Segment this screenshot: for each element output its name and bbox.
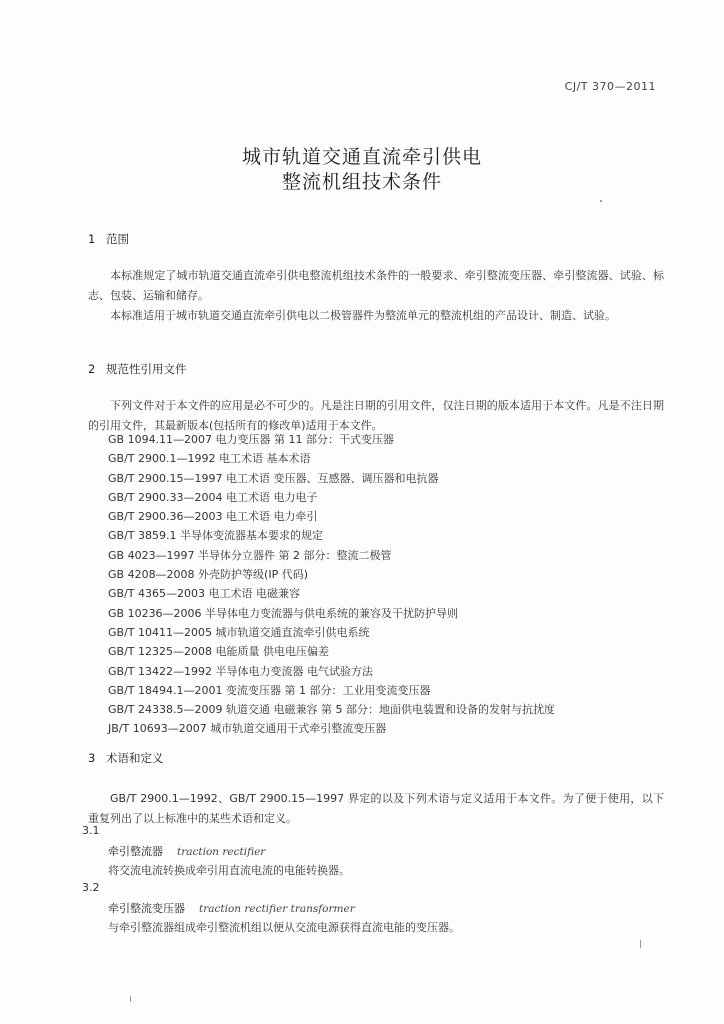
reference-item: GB/T 2900.1—1992 电工术语 基本术语 (108, 452, 311, 466)
reference-item: GB/T 2900.36—2003 电工术语 电力牵引 (108, 510, 318, 524)
reference-item: GB/T 3859.1 半导体变流器基本要求的规定 (108, 529, 323, 543)
section-2-heading (88, 361, 187, 377)
term-definition: 与牵引整流器组成牵引整流机组以便从交流电源获得直流电能的变压器。 (108, 921, 460, 934)
reference-item: GB 4023—1997 半导体分立器件 第 2 部分：整流二极管 (108, 548, 392, 562)
section-1-paragraph-2: 本标准适用于城市轨道交通直流牵引供电以二极管器件为整流单元的整流机组的产品设计、制造、试验。 (110, 309, 616, 322)
section-2-number: 2 (88, 362, 96, 376)
section-1-title: 范围 (106, 232, 129, 246)
section-3-intro: GB/T 2900.1—1992、GB/T 2900.15—1997 界定的以及下列术语与定义适用于本文件。为了便于使用，以下重复列出了以上标准中的某些术语和定义。 (88, 792, 664, 825)
term-definition: 将交流电流转换成牵引用直流电流的电能转换器。 (108, 864, 350, 877)
reference-item: GB/T 12325—2008 电能质量 供电电压偏差 (108, 645, 329, 659)
reference-item: GB/T 2900.33—2004 电工术语 电力电子 (108, 490, 318, 504)
section-3-title: 术语和定义 (106, 751, 164, 765)
term-name-en: traction rectifier transformer (199, 903, 355, 915)
reference-item: GB 10236—2006 半导体电力变流器与供电系统的兼容及干扰防护导则 (108, 606, 459, 620)
reference-item: JB/T 10693—2007 城市轨道交通用干式牵引整流变压器 (108, 722, 387, 736)
term-heading (108, 843, 265, 859)
reference-item: GB/T 18494.1—2001 变流变压器 第 1 部分：工业用变流变压器 (108, 683, 431, 697)
document-title (0, 145, 724, 195)
section-3-number: 3 (88, 751, 96, 765)
term-number: 3.2 (82, 881, 100, 894)
term-heading (108, 900, 355, 916)
reference-item: GB/T 10411—2005 城市轨道交通直流牵引供电系统 (108, 625, 370, 639)
reference-item: GB 1094.11—2007 电力变压器 第 11 部分：干式变压器 (108, 433, 395, 446)
section-2-intro: 下列文件对于本文件的应用是必不可少的。凡是注日期的引用文件，仅注日期的版本适用于本文件。凡是不注日期的引用文件，其最新版本(包括所有的修改单)适用于本文件。 (88, 399, 664, 432)
section-2-title: 规范性引用文件 (106, 362, 187, 376)
section-1-number: 1 (88, 232, 96, 246)
term-number: 3.1 (82, 824, 100, 837)
scan-speck (640, 940, 641, 948)
scan-speck (600, 200, 602, 202)
reference-item: GB 4208—2008 外壳防护等级(IP 代码) (108, 568, 309, 582)
section-3-heading (88, 750, 164, 766)
title-line-2: 整流机组技术条件 (281, 171, 442, 193)
reference-item: GB/T 13422—1992 半导体电力变流器 电气试验方法 (108, 664, 373, 678)
reference-list (108, 430, 668, 739)
term-name-en: traction rectifier (177, 846, 266, 858)
reference-item: GB/T 4365—2003 电工术语 电磁兼容 (108, 587, 300, 601)
scan-speck (130, 996, 131, 1002)
term-name-zh: 牵引整流器 (108, 845, 163, 858)
reference-item: GB/T 2900.15—1997 电工术语 变压器、互感器、调压器和电抗器 (108, 471, 439, 485)
section-1-heading (88, 231, 129, 247)
term-name-zh: 牵引整流变压器 (108, 902, 185, 915)
reference-item: GB/T 24338.5—2009 轨道交通 电磁兼容 第 5 部分：地面供电装置和设备的发射与抗扰度 (108, 703, 555, 717)
title-line-1: 城市轨道交通直流牵引供电 (241, 146, 482, 168)
standard-code: CJ/T 370—2011 (564, 80, 656, 93)
section-1-paragraph-1: 本标准规定了城市轨道交通直流牵引供电整流机组技术条件的一般要求、牵引整流变压器、牵引整流器、试验、标志、包装、运输和储存。 (88, 269, 664, 302)
